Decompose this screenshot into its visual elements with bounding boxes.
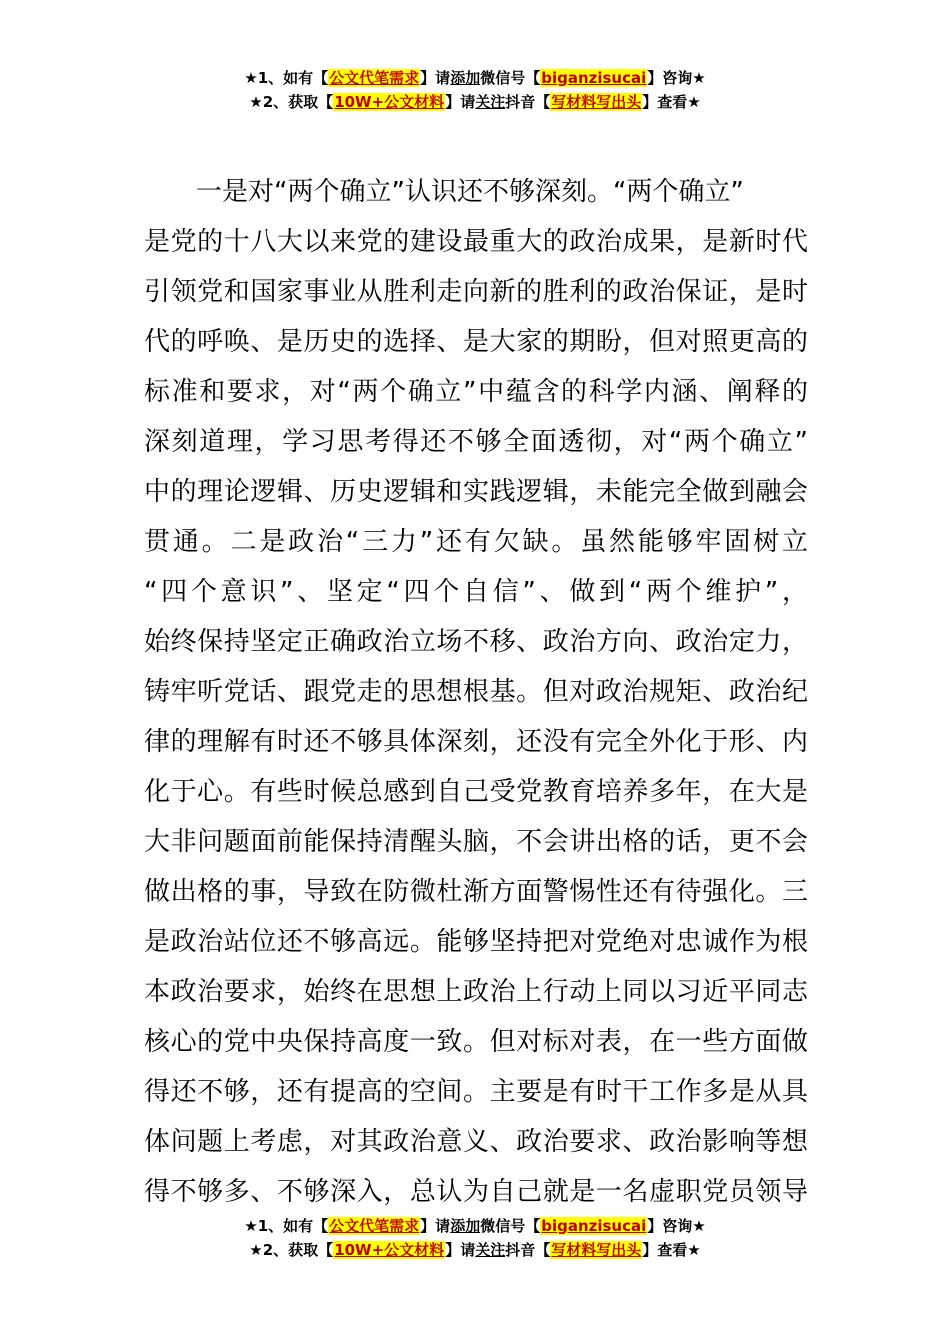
underlined-text: 添加 [450,1217,481,1235]
banner-text: 】请 [420,1217,451,1235]
underlined-text: 添加 [450,69,481,87]
body-line: 标准和要求，对“两个确立”中蕴含的科学内涵、阐释的 [144,377,808,407]
banner-text: 】请 [420,69,451,87]
body-line: 一是对“两个确立”认识还不够深刻。“两个确立” [196,177,744,207]
body-line: 始终保持坚定正确政治立场不移、政治方向、政治定力， [144,627,808,657]
header-banner [0,66,950,114]
header-banner-line-1 [0,66,950,90]
banner-text: 微信号【 [480,1217,541,1235]
banner-text: 】咨询★ [647,69,706,87]
body-line: 得还不够，还有提高的空间。主要是有时干工作多是从具 [144,1077,808,1107]
underlined-text: 关注 [475,93,506,111]
banner-text: 抖音【 [505,93,551,111]
banner-text: 抖音【 [505,1241,551,1259]
highlight-text: 公文代笔需求 [329,69,420,87]
banner-text: 】查看★ [642,93,701,111]
body-line: 贯通。二是政治“三力”还有欠缺。虽然能够牢固树立 [144,527,808,557]
highlight-text: 10W+公文材料 [334,93,445,111]
body-line: 代的呼唤、是历史的选择、是大家的期盼，但对照更高的 [144,327,808,357]
body-line: 化于心。有些时候总感到自己受党教育培养多年，在大是 [144,777,808,807]
footer-banner-line-1 [0,1214,950,1238]
banner-text: 】请 [445,93,476,111]
banner-text: ★1、如有【 [244,1217,329,1235]
body-line: 体问题上考虑，对其政治意义、政治要求、政治影响等想 [144,1127,808,1157]
highlight-text: 10W+公文材料 [334,1241,445,1259]
footer-banner [0,1214,950,1262]
footer-banner-line-2 [0,1238,950,1262]
body-line: 是政治站位还不够高远。能够坚持把对党绝对忠诚作为根 [144,927,808,957]
banner-text: 】查看★ [642,1241,701,1259]
douyin-id-highlight: 写材料写出头 [551,93,642,111]
document-body [144,167,808,1217]
highlight-text: 公文代笔需求 [329,1217,420,1235]
body-line: 是党的十八大以来党的建设最重大的政治成果，是新时代 [144,227,808,257]
body-line: 引领党和国家事业从胜利走向新的胜利的政治保证，是时 [144,277,808,307]
body-line: 深刻道理，学习思考得还不够全面透彻，对“两个确立” [144,427,808,457]
banner-text: 微信号【 [480,69,541,87]
banner-text: ★2、获取【 [249,1241,334,1259]
body-line: 核心的党中央保持高度一致。但对标对表，在一些方面做 [144,1027,808,1057]
body-line: 铸牢听党话、跟党走的思想根基。但对政治规矩、政治纪 [144,677,808,707]
header-banner-line-2 [0,90,950,114]
wechat-id-highlight: biganzisucai [541,69,647,87]
douyin-id-highlight: 写材料写出头 [551,1241,642,1259]
body-line: “四个意识”、坚定“四个自信”、做到“两个维护”， [144,577,808,607]
body-line: 本政治要求，始终在思想上政治上行动上同以习近平同志 [144,977,808,1007]
body-line: 做出格的事，导致在防微杜渐方面警惕性还有待强化。三 [144,877,808,907]
banner-text: 】请 [445,1241,476,1259]
body-line: 得不够多、不够深入，总认为自己就是一名虚职党员领导 [144,1177,808,1207]
banner-text: 】咨询★ [647,1217,706,1235]
body-line: 大非问题面前能保持清醒头脑，不会讲出格的话，更不会 [144,827,808,857]
underlined-text: 关注 [475,1241,506,1259]
wechat-id-highlight: biganzisucai [541,1217,647,1235]
body-line: 律的理解有时还不够具体深刻，还没有完全外化于形、内 [144,727,808,757]
banner-text: ★2、获取【 [249,93,334,111]
body-line: 中的理论逻辑、历史逻辑和实践逻辑，未能完全做到融会 [144,477,808,507]
banner-text: ★1、如有【 [244,69,329,87]
